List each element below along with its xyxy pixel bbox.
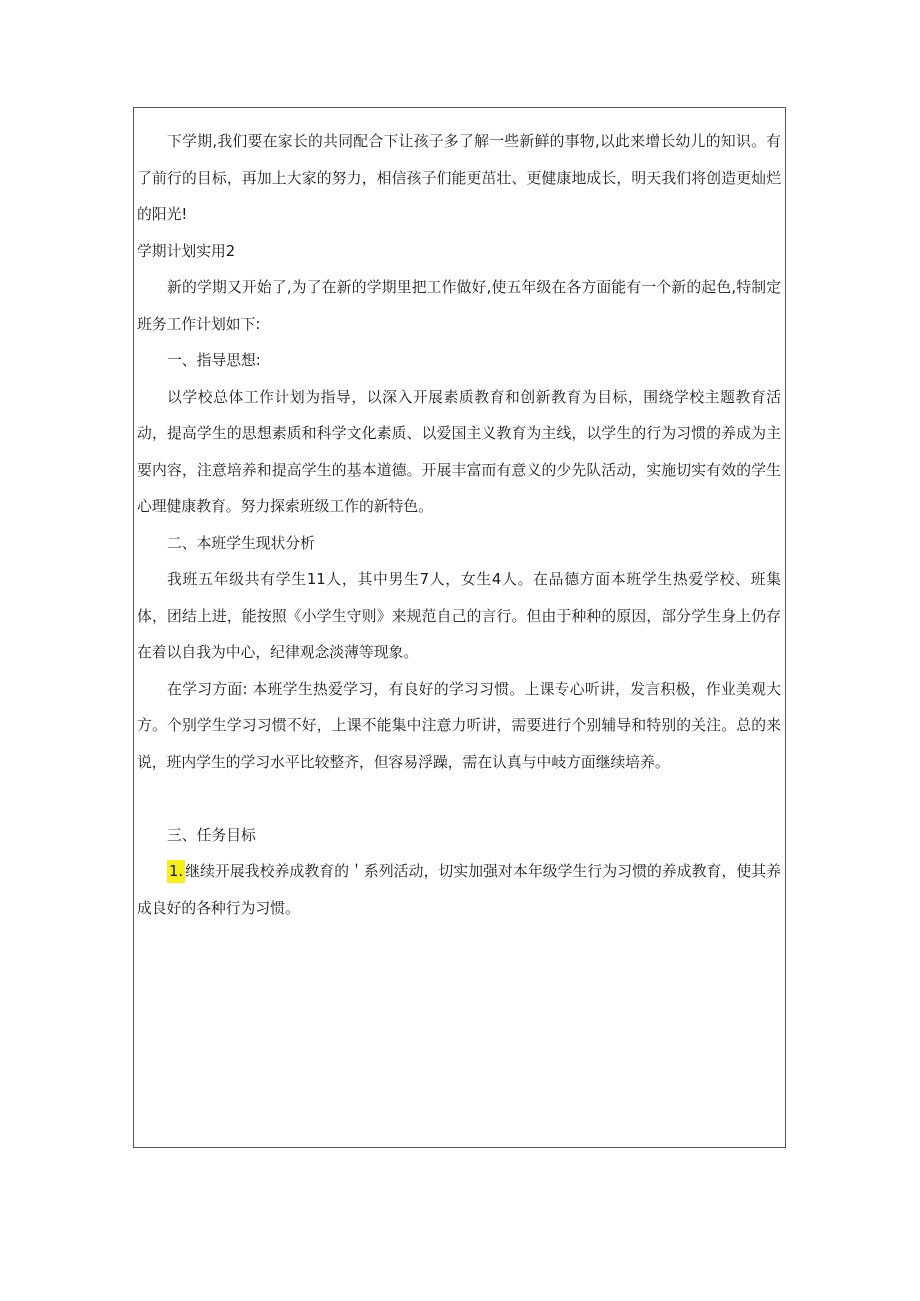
list-item xyxy=(137,854,781,927)
document-body xyxy=(137,124,781,927)
paragraph: 在学习方面: 本班学生热爱学习，有良好的学习习惯。上课专心听讲，发言积极，作业美观大方。个别学生学习习惯不好，上课不能集中注意力听讲，需要进行个别辅导和特别的关注。总的来说，班内学生的学习水平比较整齐，但容易浮躁，需在认真与中岐方面继续培养。 xyxy=(137,680,781,771)
paragraph: 以学校总体工作计划为指导，以深入开展素质教育和创新教育为目标，围绕学校主题教育活动，提高学生的思想素质和科学文化素质、以爱国主义教育为主线，以学生的行为习惯的养成为主要内容，注意培养和提高学生的基本道德。开展丰富而有意义的少先队活动，实施切实有效的学生心理健康教育。努力探索班级工作的新特色。 xyxy=(137,388,781,515)
paragraph: 下学期,我们要在家长的共同配合下让孩子多了解一些新鲜的事物,以此来增长幼儿的知识。有了前行的目标，再加上大家的努力，相信孩子们能更茁壮、更健康地成长，明天我们将创造更灿烂的阳光! xyxy=(137,133,781,223)
section-heading-guiding-ideology: 一、指导思想: xyxy=(167,352,261,369)
document-subtitle: 学期计划实用2 xyxy=(137,242,236,260)
section-heading-class-analysis: 二、本班学生现状分析 xyxy=(167,534,315,552)
list-item-text: 继续开展我校养成教育的＇系列活动，切实加强对本年级学生行为习惯的养成教育，使其养成良好的各种行为习惯。 xyxy=(137,863,781,917)
section-heading-task-goals: 三、任务目标 xyxy=(167,826,256,844)
paragraph: 我班五年级共有学生11人，其中男生7人，女生4人。在品德方面本班学生热爱学校、班集体，团结上进，能按照《小学生守则》来规范自己的言行。但由于种种的原因，部分学生身上仍存在着以自我为中心，纪律观念淡薄等现象。 xyxy=(137,571,781,661)
intro-paragraph: 新的学期又开始了,为了在新的学期里把工作做好,使五年级在各方面能有一个新的起色,特制定班务工作计划如下: xyxy=(137,279,781,333)
highlighted-item-number: 1. xyxy=(167,860,185,883)
